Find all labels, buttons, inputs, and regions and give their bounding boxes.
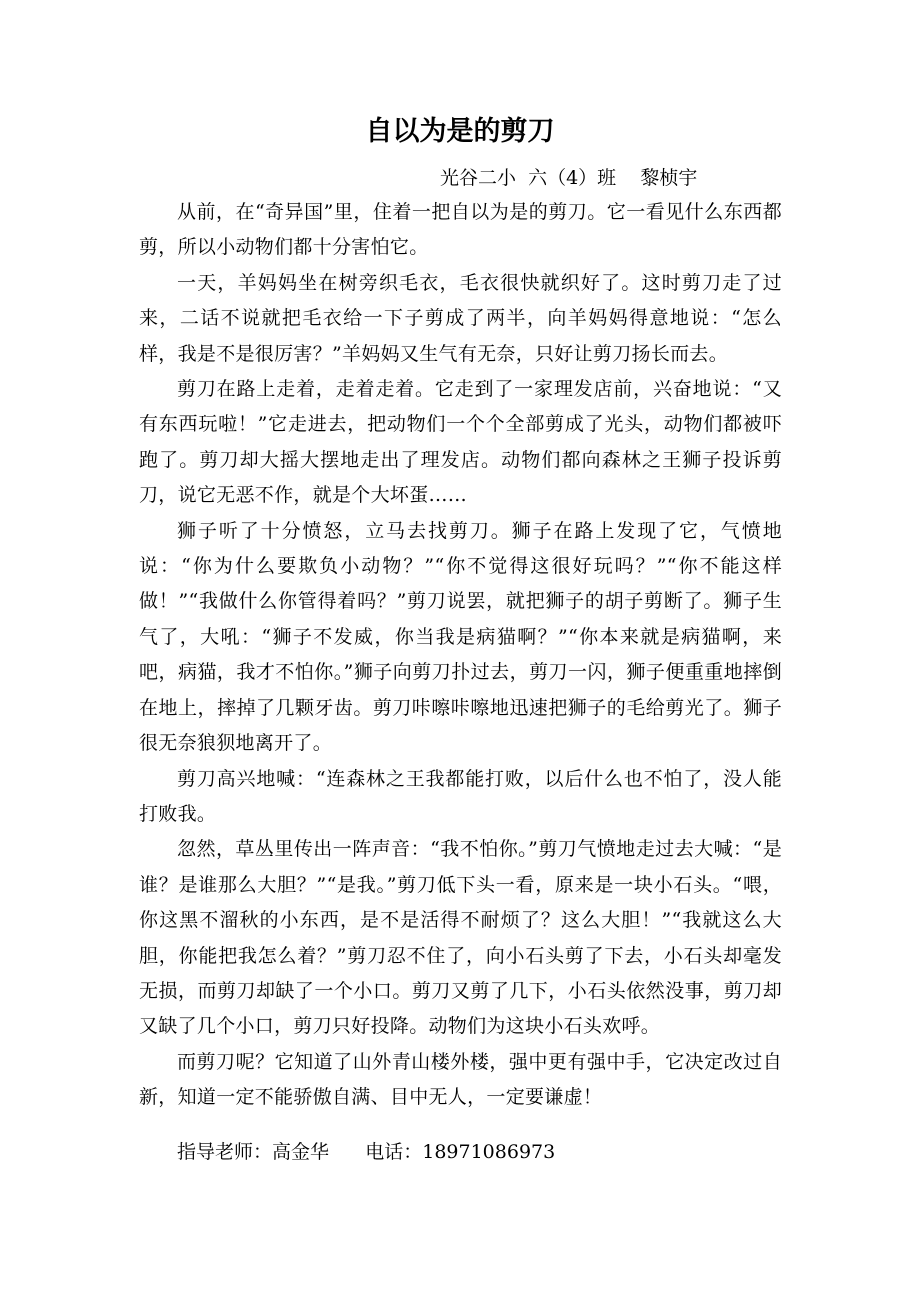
paragraph: 狮子听了十分愤怒，立马去找剪刀。狮子在路上发现了它，气愤地说：“你为什么要欺负小动物？”“你不觉得这很好玩吗？”“你不能这样做！”“我做什么你管得着吗？”剪刀说罢，就把狮子的胡子剪断了。狮子生气了，大吼：“狮子不发威，你当我是病猫啊？”“你本来就是病猫啊，来吧，病猫，我才不怕你。”狮子向剪刀扑过去，剪刀一闪，狮子便重重地摔倒在地上，摔掉了几颗牙齿。剪刀咔嚓咔嚓地迅速把狮子的毛给剪光了。狮子很无奈狼狈地离开了。 bbox=[139, 519, 782, 755]
teacher-contact-footer: 指导老师：高金华 电话：18971086973 bbox=[177, 1141, 556, 1163]
paragraph: 从前，在“奇异国”里，住着一把自以为是的剪刀。它一看见什么东西都剪，所以小动物们都十分害怕它。 bbox=[139, 201, 782, 259]
article-body bbox=[139, 195, 782, 1116]
article-title: 自以为是的剪刀 bbox=[365, 116, 555, 147]
author-byline: 光谷二小 六（4）班 黎桢宇 bbox=[440, 167, 698, 189]
paragraph: 而剪刀呢？它知道了山外青山楼外楼，强中更有强中手，它决定改过自新，知道一定不能骄傲自满、目中无人，一定要谦虚！ bbox=[139, 1050, 782, 1109]
paragraph: 剪刀高兴地喊：“连森林之王我都能打败，以后什么也不怕了，没人能打败我。 bbox=[139, 767, 782, 825]
paragraph: 一天，羊妈妈坐在树旁织毛衣，毛衣很快就织好了。这时剪刀走了过来，二话不说就把毛衣给一下子剪成了两半，向羊妈妈得意地说：“怎么样，我是不是很厉害？”羊妈妈又生气有无奈，只好让剪刀扬长而去。 bbox=[139, 271, 782, 365]
paragraph: 忽然，草丛里传出一阵声音：“我不怕你。”剪刀气愤地走过去大喊：“是谁？是谁那么大胆？”“是我。”剪刀低下头一看，原来是一块小石头。“喂，你这黑不溜秋的小东西，是不是活得不耐烦了？这么大胆！”“我就这么大胆，你能把我怎么着？”剪刀忍不住了，向小石头剪了下去，小石头却毫发无损，而剪刀却缺了一个小口。剪刀又剪了几下，小石头依然没事，剪刀却又缺了几个小口，剪刀只好投降。动物们为这块小石头欢呼。 bbox=[139, 838, 782, 1038]
paragraph: 剪刀在路上走着，走着走着。它走到了一家理发店前，兴奋地说：“又有东西玩啦！”它走进去，把动物们一个个全部剪成了光头，动物们都被吓跑了。剪刀却大摇大摆地走出了理发店。动物们都向森林之王狮子投诉剪刀，说它无恶不作，就是个大坏蛋…… bbox=[139, 378, 782, 507]
